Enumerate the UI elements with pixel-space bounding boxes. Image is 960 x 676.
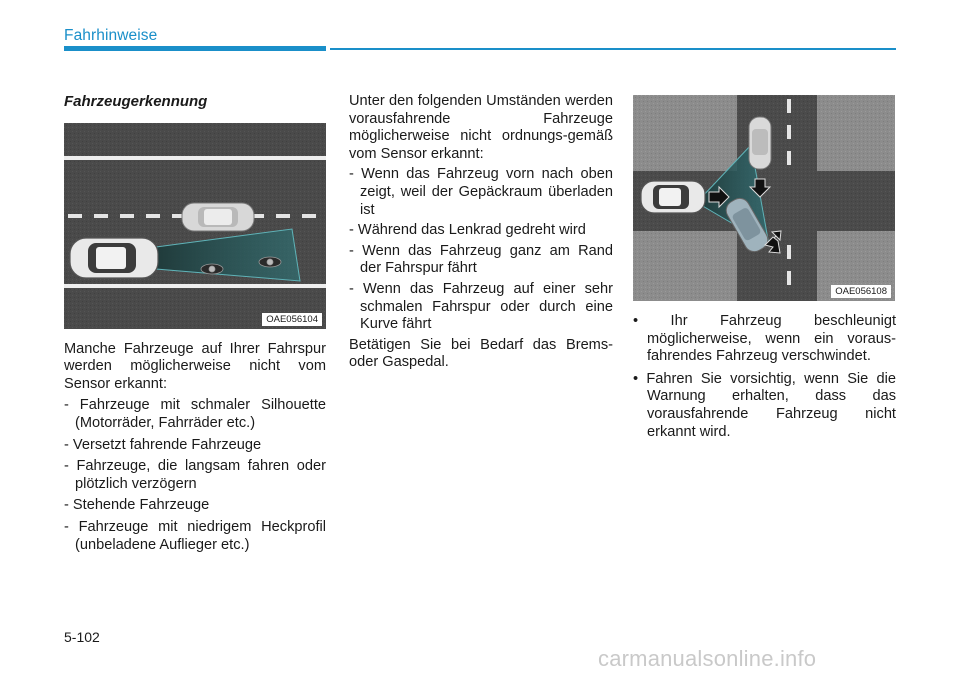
- section-title: Fahrhinweise: [64, 27, 158, 44]
- page-number: 5-102: [64, 629, 100, 645]
- list-item: - Fahrzeuge mit niedrigem Heckprofil (unbeladene Auflieger etc.): [64, 518, 326, 553]
- list-item: - Versetzt fahrende Fahrzeuge: [64, 436, 262, 453]
- intro-paragraph: Unter den folgenden Umständen werden vorausfahrende Fahrzeuge möglicherweise nicht ordnungs-gemäß vom Sensor erkannt:: [349, 93, 613, 162]
- header-rule-thick: [64, 46, 326, 51]
- bullet-item: • Ihr Fahrzeug beschleunigt möglicherweise, wenn ein voraus-fahrendes Fahrzeug verschwindet.: [633, 313, 896, 365]
- list-item: - Während das Lenkrad gedreht wird: [349, 222, 586, 239]
- figure-code-label: OAE056104: [262, 313, 322, 326]
- closing-paragraph: Betätigen Sie bei Bedarf das Brems- oder Gaspedal.: [349, 336, 613, 371]
- figure-code-label: OAE056108: [831, 285, 891, 298]
- road-illustration-2: [633, 95, 895, 301]
- figure-vehicle-detection: [64, 123, 326, 329]
- bullet-item: • Fahren Sie vorsichtig, wenn Sie die Warnung erhalten, dass das vorausfahrende Fahrzeug nicht erkannt wird.: [633, 370, 896, 440]
- road-illustration-1: [64, 123, 326, 329]
- column-1: [64, 93, 326, 554]
- car-other-lane: [182, 203, 254, 231]
- column-2: [349, 93, 613, 375]
- watermark: carmanualsonline.info: [598, 646, 817, 671]
- car-own: [70, 238, 158, 278]
- figure-intersection: [633, 95, 895, 301]
- column-3: [633, 95, 896, 441]
- header-rule-thin: [330, 48, 896, 50]
- car-ahead: [749, 117, 771, 169]
- list-item: - Fahrzeuge, die langsam fahren oder plötzlich verzögern: [64, 458, 326, 492]
- list-item: - Stehende Fahrzeuge: [64, 497, 210, 514]
- intro-paragraph: Manche Fahrzeuge auf Ihrer Fahrspur werden möglicherweise nicht vom Sensor erkannt:: [64, 340, 326, 392]
- list-item: - Wenn das Fahrzeug ganz am Rand der Fahrspur fährt: [349, 242, 613, 277]
- list-item: - Wenn das Fahrzeug auf einer sehr schmalen Fahrspur oder durch eine Kurve fährt: [349, 280, 613, 333]
- subsection-heading: Fahrzeugerkennung: [64, 93, 208, 110]
- car-own: [641, 181, 705, 213]
- list-item: - Fahrzeuge mit schmaler Silhouette (Motorräder, Fahrräder etc.): [64, 397, 326, 431]
- list-item: - Wenn das Fahrzeug vorn nach oben zeigt, weil der Gepäckraum überladen ist: [349, 166, 613, 218]
